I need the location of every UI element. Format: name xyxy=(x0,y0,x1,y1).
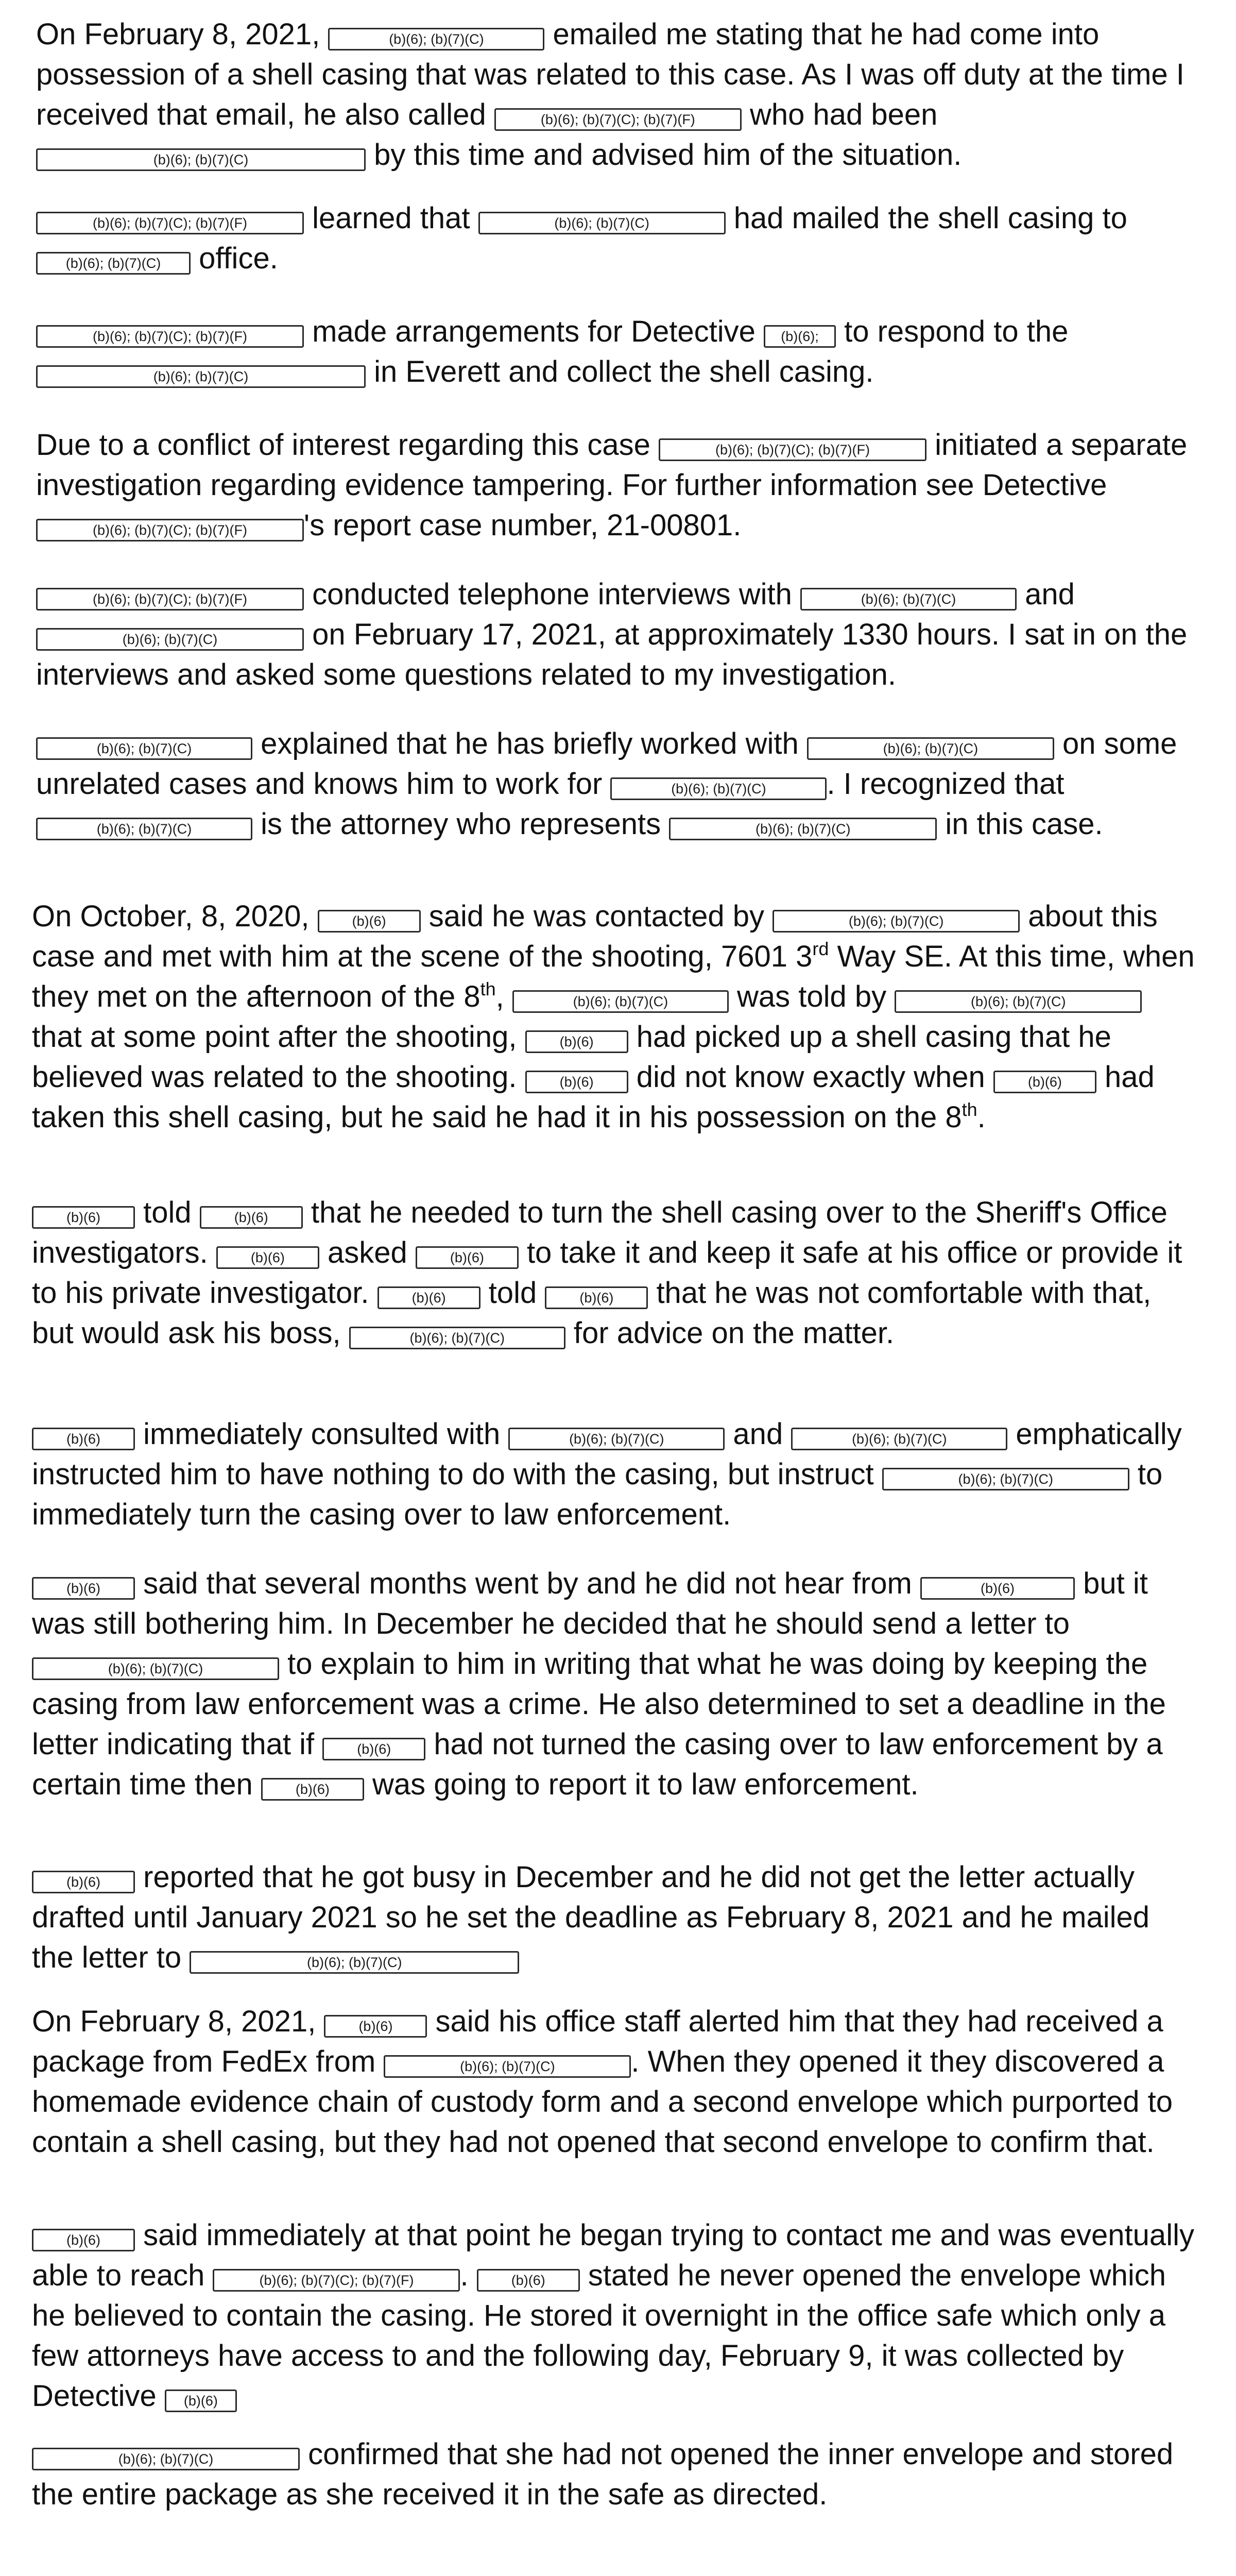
redaction-box: (b)(6); (b)(7)(C) xyxy=(772,910,1020,933)
redaction-box: (b)(6); (b)(7)(C); (b)(7)(F) xyxy=(494,108,742,131)
text: Way SE. At this time, when they met on the afternoon of the 8 xyxy=(32,940,1195,1013)
redaction-box: (b)(6) xyxy=(477,2269,580,2292)
redaction-box: (b)(6) xyxy=(261,1778,364,1801)
text: . I recognized that xyxy=(827,767,1065,801)
text: had not turned the casing over to law enforcement by a certain time then xyxy=(32,1727,1163,1801)
text: for advice on the matter. xyxy=(565,1316,895,1350)
redaction-box: (b)(6) xyxy=(322,1738,425,1760)
paragraph-3 xyxy=(36,312,1200,392)
text: said that several months went by and he did not hear from xyxy=(135,1567,920,1600)
text: said immediately at that point he began trying to contact me and was eventually able to reach xyxy=(32,2218,1194,2292)
redaction-box: (b)(6) xyxy=(545,1286,648,1309)
paragraph-12 xyxy=(32,2002,1196,2162)
redaction-box: (b)(6); (b)(7)(C); (b)(7)(F) xyxy=(213,2269,460,2292)
redaction-box: (b)(6) xyxy=(920,1577,1075,1600)
text: On February 8, 2021, xyxy=(36,18,329,51)
superscript: th xyxy=(480,978,496,999)
text: that he was not comfortable with that, but would ask his boss, xyxy=(32,1276,1152,1350)
text: to explain to him in writing that what he was doing by keeping the casing from law enforcement was a crime. He also determined to set a deadline in the letter indicating that if xyxy=(32,1647,1166,1761)
text: made arrangements for Detective xyxy=(304,315,764,348)
text: office. xyxy=(191,242,278,275)
text: that at some point after the shooting, xyxy=(32,1020,525,1054)
text: and xyxy=(1017,578,1075,611)
text: about this case and met with him at the scene of the shooting, 7601 3 xyxy=(32,900,1158,973)
text: immediately consulted with xyxy=(135,1417,509,1451)
text: to respond to the xyxy=(835,315,1069,348)
text: . When they opened it they discovered a homemade evidence chain of custody form and a second envelope which purported to contain a shell casing, but they had not opened that second envelope to confirm that. xyxy=(32,2045,1173,2159)
redaction-box: (b)(6); (b)(7)(C) xyxy=(669,818,937,840)
redaction-box: (b)(6); (b)(7)(C) xyxy=(36,148,366,171)
redaction-box: (b)(6); (b)(7)(C); (b)(7)(F) xyxy=(36,212,304,234)
redaction-box: (b)(6) xyxy=(324,2015,427,2038)
text: emphatically instructed him to have nothing to do with the casing, but instruct xyxy=(32,1417,1182,1491)
redaction-box: (b)(6); (b)(7)(C) xyxy=(882,1468,1129,1490)
text: . xyxy=(460,2259,477,2292)
superscript: rd xyxy=(812,938,829,959)
redaction-box: (b)(6) xyxy=(216,1246,319,1269)
redaction-box: (b)(6) xyxy=(993,1071,1096,1093)
text: explained that he has briefly worked with xyxy=(252,727,807,760)
paragraph-14 xyxy=(32,2434,1196,2515)
redaction-box: (b)(6) xyxy=(32,1871,135,1893)
text: did not know exactly when xyxy=(628,1060,993,1094)
redaction-box: (b)(6); (b)(7)(C) xyxy=(36,737,252,760)
redaction-box: (b)(6); (b)(7)(C) xyxy=(36,365,366,388)
text: was told by xyxy=(728,980,895,1013)
text: was going to report it to law enforcement. xyxy=(364,1768,919,1801)
redaction-box: (b)(6); (b)(7)(C) xyxy=(32,2448,300,2470)
text: on February 17, 2021, at approximately 1330 hours. I sat in on the interviews and asked some questions related to my investigation. xyxy=(36,618,1188,691)
redaction-box: (b)(6); (b)(7)(C) xyxy=(895,990,1142,1013)
paragraph-11 xyxy=(32,1857,1196,1978)
redaction-box: (b)(6); (b)(7)(C) xyxy=(36,252,191,275)
redaction-box: (b)(6); (b)(7)(C) xyxy=(36,818,252,840)
text: Due to a conflict of interest regarding this case xyxy=(36,428,659,462)
redaction-box: (b)(6); (b)(7)(C) xyxy=(610,777,827,800)
redaction-box: (b)(6); (b)(7)(C); (b)(7)(F) xyxy=(36,588,304,611)
text: by this time and advised him of the situation. xyxy=(366,138,962,172)
redaction-box: (b)(6) xyxy=(165,2389,237,2412)
paragraph-13 xyxy=(32,2215,1196,2416)
text: stated he never opened the envelope which he believed to contain the casing. He stored it overnight in the office safe which only a few attorneys have access to and the following day, February 9, it was collected by Detective xyxy=(32,2259,1166,2413)
redaction-box: (b)(6) xyxy=(32,2229,135,2251)
text: told xyxy=(135,1196,200,1229)
redaction-box: (b)(6); (b)(7)(C); (b)(7)(F) xyxy=(36,325,304,348)
redaction-box: (b)(6); (b)(7)(C) xyxy=(384,2055,631,2078)
redaction-box: (b)(6) xyxy=(32,1577,135,1600)
redaction-box: (b)(6); (b)(7)(C) xyxy=(508,1428,725,1450)
text: in Everett and collect the shell casing. xyxy=(366,355,874,388)
text: who had been xyxy=(741,98,938,131)
text: but it was still bothering him. In December he decided that he should send a letter to xyxy=(32,1567,1148,1640)
text: . xyxy=(977,1100,986,1134)
redaction-box: (b)(6); (b)(7)(C) xyxy=(800,588,1017,611)
text: asked xyxy=(319,1236,416,1269)
redaction-box: (b)(6); (b)(7)(C) xyxy=(32,1657,279,1680)
redaction-box: (b)(6) xyxy=(200,1206,303,1229)
text: confirmed that she had not opened the inner envelope and stored the entire package as she received it in the safe as directed. xyxy=(32,2437,1174,2511)
text: that he needed to turn the shell casing over to the Sheriff's Office investigators. xyxy=(32,1196,1168,1269)
text: had mailed the shell casing to xyxy=(725,201,1127,235)
redaction-box: (b)(6); (b)(7)(C) xyxy=(328,28,544,50)
text: had taken this shell casing, but he said he had it in his possession on the 8 xyxy=(32,1060,1155,1134)
paragraph-9 xyxy=(32,1414,1196,1535)
text: On October, 8, 2020, xyxy=(32,900,318,933)
redaction-box: (b)(6); (b)(7)(C) xyxy=(807,737,1054,760)
text: said his office staff alerted him that they had received a package from FedEx from xyxy=(32,2005,1163,2078)
redaction-box: (b)(6); (b)(7)(C) xyxy=(512,990,729,1013)
text: had picked up a shell casing that he believed was related to the shooting. xyxy=(32,1020,1111,1094)
text: learned that xyxy=(304,201,478,235)
text: on some unrelated cases and knows him to work for xyxy=(36,727,1177,801)
paragraph-4 xyxy=(36,425,1200,546)
text: , xyxy=(495,980,512,1013)
text: in this case. xyxy=(937,807,1103,841)
text: and xyxy=(725,1417,792,1451)
redaction-box: (b)(6) xyxy=(32,1428,135,1450)
redaction-box: (b)(6); (b)(7)(C) xyxy=(791,1428,1007,1450)
text: 's report case number, 21-00801. xyxy=(304,509,742,542)
redaction-box: (b)(6); (b)(7)(C); (b)(7)(F) xyxy=(659,438,926,461)
text: reported that he got busy in December and he did not get the letter actually drafted until January 2021 so he set the deadline as February 8, 2021 and he mailed the letter to xyxy=(32,1860,1150,1974)
text: On February 8, 2021, xyxy=(32,2005,324,2038)
paragraph-2 xyxy=(36,198,1200,279)
redaction-box: (b)(6) xyxy=(525,1030,628,1053)
redaction-box: (b)(6); (b)(7)(C) xyxy=(36,628,304,651)
paragraph-5 xyxy=(36,574,1200,695)
redaction-box: (b)(6) xyxy=(377,1286,480,1309)
redaction-box: (b)(6); xyxy=(764,325,836,348)
redaction-box: (b)(6) xyxy=(416,1246,519,1269)
paragraph-10 xyxy=(32,1564,1196,1805)
paragraph-8 xyxy=(32,1193,1196,1353)
text: emailed me stating that he had come into possession of a shell casing that was related to this case. As I was off duty at the time I received that email, he also called xyxy=(36,18,1184,131)
text: told xyxy=(480,1276,545,1310)
text: initiated a separate investigation regarding evidence tampering. For further information see Detective xyxy=(36,428,1188,502)
superscript: th xyxy=(962,1099,977,1120)
redaction-box: (b)(6); (b)(7)(C) xyxy=(478,212,726,234)
text: to immediately turn the casing over to law enforcement. xyxy=(32,1458,1163,1531)
redaction-box: (b)(6) xyxy=(32,1206,135,1229)
redaction-box: (b)(6); (b)(7)(C) xyxy=(349,1327,565,1349)
paragraph-7 xyxy=(32,896,1196,1138)
redaction-box: (b)(6) xyxy=(525,1071,628,1093)
redaction-box: (b)(6); (b)(7)(C); (b)(7)(F) xyxy=(36,519,304,541)
text: conducted telephone interviews with xyxy=(304,578,801,611)
redaction-box: (b)(6) xyxy=(318,910,421,933)
text: said he was contacted by xyxy=(420,900,773,933)
text: to take it and keep it safe at his office or provide it to his private investigator. xyxy=(32,1236,1182,1310)
paragraph-1 xyxy=(36,14,1200,175)
text: is the attorney who represents xyxy=(252,807,670,841)
paragraph-6 xyxy=(36,724,1200,844)
redaction-box: (b)(6); (b)(7)(C) xyxy=(190,1951,519,1974)
